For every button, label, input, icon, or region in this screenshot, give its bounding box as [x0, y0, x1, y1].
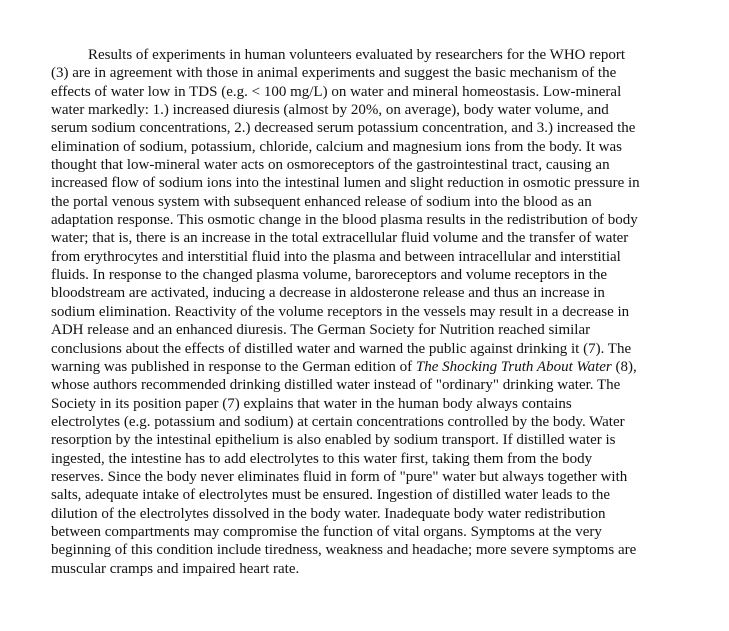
text-line: reserves. Since the body never eliminates fluid in form of "pure" water but always together with — [51, 468, 628, 485]
text-line: Results of experiments in human volunteers evaluated by researchers for the WHO report — [88, 47, 626, 63]
text-line: effects of water low in TDS (e.g. < 100 mg/L) on water and mineral homeostasis. Low-mineral — [51, 83, 622, 100]
text-line-with-citation — [51, 358, 711, 376]
text-line: bloodstream are activated, inducing a decrease in aldosterone release and thus an increase in — [51, 285, 605, 302]
book-title: The Shocking Truth About Water — [415, 358, 612, 375]
text-line: conclusions about the effects of distilled water and warned the public against drinking it (7). The — [51, 340, 632, 357]
text-line: beginning of this condition include tiredness, weakness and headache; more severe symptoms are — [51, 542, 637, 559]
text-line: water markedly: 1.) increased diuresis (almost by 20%, on average), body water volume, and — [51, 102, 609, 119]
text-line: muscular cramps and impaired heart rate. — [51, 560, 300, 577]
body-paragraph — [51, 46, 711, 578]
text-line: (3) are in agreement with those in animal experiments and suggest the basic mechanism of the — [51, 65, 617, 82]
text-line: fluids. In response to the changed plasma volume, baroreceptors and volume receptors in the — [51, 267, 608, 284]
text-line: dilution of the electrolytes dissolved in the body water. Inadequate body water redistribution — [51, 505, 606, 522]
text-line: Society in its position paper (7) explains that water in the human body always contains — [51, 395, 572, 412]
text-line: the portal venous system with subsequent enhanced release of sodium into the blood as an — [51, 193, 592, 210]
text-segment: (8), — [611, 358, 637, 375]
text-line: between compartments may compromise the function of vital organs. Symptoms at the very — [51, 523, 602, 540]
text-line: whose authors recommended drinking distilled water instead of "ordinary" drinking water. The — [51, 377, 621, 394]
text-line: ADH release and an enhanced diuresis. The German Society for Nutrition reached similar — [51, 322, 591, 339]
text-line: electrolytes (e.g. potassium and sodium) at certain concentrations controlled by the body. Water — [51, 413, 625, 430]
text-line: salts, adequate intake of electrolytes must be ensured. Ingestion of distilled water leads to the — [51, 487, 610, 504]
text-line: resorption by the intestinal epithelium is also enabled by sodium transport. If distilled water is — [51, 432, 616, 449]
text-line: increased flow of sodium ions into the intestinal lumen and slight reduction in osmotic pressure in — [51, 175, 640, 192]
text-line: thought that low-mineral water acts on osmoreceptors of the gastrointestinal tract, causing an — [51, 157, 610, 174]
text-line: ingested, the intestine has to add electrolytes to this water first, taking them from the body — [51, 450, 593, 467]
text-line: water; that is, there is an increase in the total extracellular fluid volume and the transfer of water — [51, 230, 629, 247]
text-line: from erythrocytes and interstitial fluid into the plasma and between intracellular and interstitial — [51, 248, 621, 265]
text-line: elimination of sodium, potassium, chloride, calcium and magnesium ions from the body. It was — [51, 138, 623, 155]
text-line: sodium elimination. Reactivity of the volume receptors in the vessels may result in a decrease in — [51, 303, 630, 320]
text-line: adaptation response. This osmotic change in the blood plasma results in the redistribution of body — [51, 212, 638, 229]
text-line: serum sodium concentrations, 2.) decreased serum potassium concentration, and 3.) increased the — [51, 120, 636, 137]
text-segment: warning was published in response to the German edition of — [51, 358, 416, 375]
